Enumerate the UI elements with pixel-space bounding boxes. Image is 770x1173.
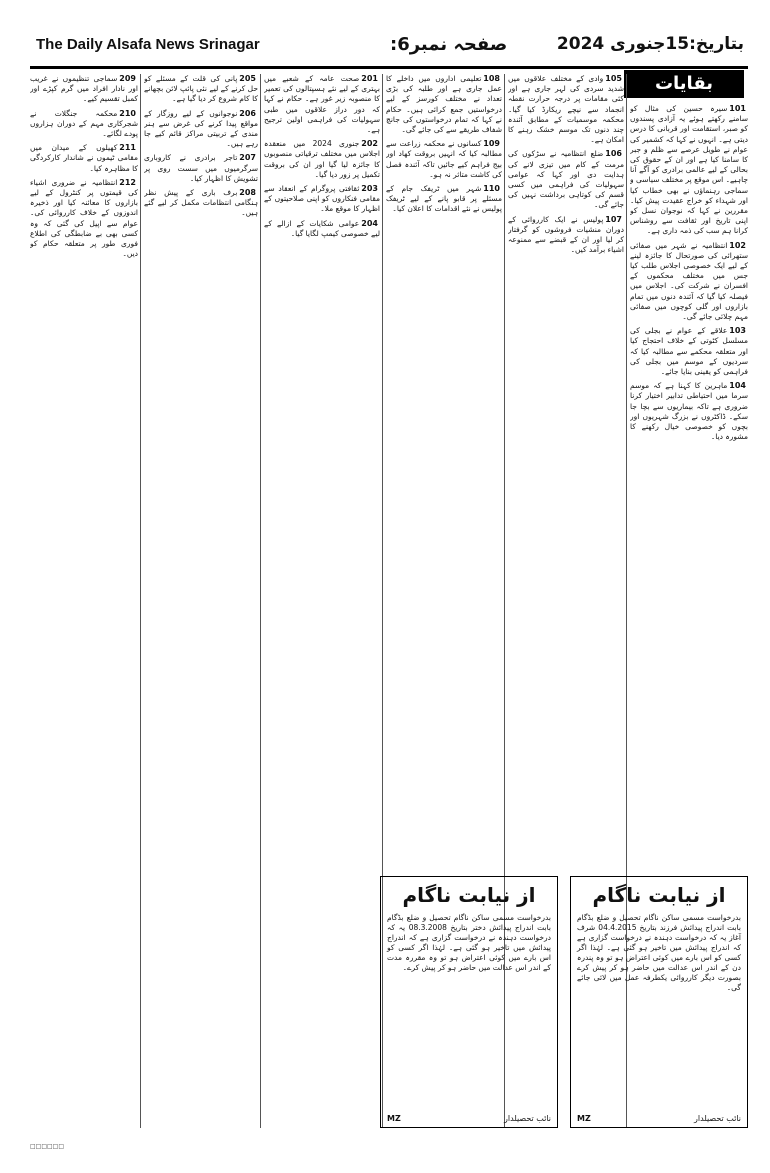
section-title: بقایات xyxy=(624,70,744,98)
article: 107پولیس نے ایک کارروائی کے دوران منشیات فروشوں کو گرفتار کر لیا اور ان کے قبضے سے ممنوعہ اشیاء برآمد کیں۔ xyxy=(508,214,624,255)
notice-box xyxy=(380,876,558,1128)
article: 103علاقے کے عوام نے بجلی کی مسلسل کٹوتی کے خلاف احتجاج کیا اور متعلقہ محکمے سے مطالبہ کیا کہ سردیوں کے موسم میں بجلی کی فراہمی کو یقینی بنایا جائے۔ xyxy=(630,326,748,377)
notice-title: از نیابت ناگام xyxy=(592,883,726,907)
article: 204عوامی شکایات کے ازالے کے لیے خصوصی کیمپ لگایا گیا۔ xyxy=(264,218,380,238)
article: 201صحت عامہ کے شعبے میں بہتری کے لیے نئے ہسپتالوں کی تعمیر کا منصوبہ زیر غور ہے۔ حکام نے کہا کہ دور دراز علاقوں میں طبی سہولیات کی فراہمی اولین ترجیح ہے۔ xyxy=(264,74,380,135)
article: 207تاجر برادری نے کاروباری سرگرمیوں میں سست روی پر تشویش کا اظہار کیا۔ xyxy=(144,153,258,183)
masthead: The Daily Alsafa News Srinagar xyxy=(36,36,260,53)
column-5 xyxy=(144,74,258,1128)
dateline: بتاریخ:15جنوری 2024 xyxy=(556,34,744,54)
article: 106ضلع انتظامیہ نے سڑکوں کی مرمت کے کام میں تیزی لانے کی ہدایت دی اور کہا کہ عوامی سہولیات کی فراہمی میں کسی قسم کی کوتاہی برداشت نہیں کی جائے گی۔ xyxy=(508,149,624,210)
column-divider xyxy=(260,74,261,1128)
article: 108تعلیمی اداروں میں داخلے کا عمل جاری ہے اور طلبہ کی بڑی تعداد نے مختلف کورسز کے لیے درخواستیں جمع کرائی ہیں۔ حکام نے کہا کہ تمام درخواستوں کی جانچ شفاف طریقے سے کی جائے گی۔ xyxy=(386,74,502,135)
article: 109کسانوں نے محکمہ زراعت سے مطالبہ کیا کہ انہیں بروقت کھاد اور بیج فراہم کیے جائیں تاکہ آئندہ فصل کی کاشت متاثر نہ ہو۔ xyxy=(386,139,502,179)
page-header xyxy=(30,30,748,69)
page-number: صفحہ نمبر6: xyxy=(390,34,508,55)
article: 202جنوری 2024 میں منعقدہ اجلاس میں مختلف ترقیاتی منصوبوں کا جائزہ لیا گیا اور ان کی بروقت تکمیل پر زور دیا گیا۔ xyxy=(264,139,380,179)
article: 206نوجوانوں کے لیے روزگار کے مواقع پیدا کرنے کی غرض سے ہنر مندی کے تربیتی مراکز قائم کیے جا رہے ہیں۔ xyxy=(144,108,258,149)
article: 212انتظامیہ نے ضروری اشیاء کی قیمتوں پر کنٹرول کے لیے بازاروں کا معائنہ کیا اور ذخیرہ اندوزوں کے خلاف کارروائی کی۔ عوام سے اپیل کی گئی کہ وہ کسی بھی بے ضابطگی کی اطلاع فوری طور پر متعلقہ حکام کو دیں۔ xyxy=(30,177,138,259)
notice-signature: نائب تحصیلدار xyxy=(504,1114,551,1123)
notice-body: بدرخواست مسمی ساکن ناگام تحصیل و ضلع بڈگام بابت اندراج پیدائش فرزند بتاریخ 04.4.2015 شرف آغاز یہ کہ درخواست دہندہ نے درخواست گزاری ہے کہ اندراج پیدائش میں تاخیر ہو گئی ہے۔ لہٰذا اگر کسی کو اس بارے میں کوئی اعتراض ہو تو وہ پندرہ دن کے اندر اس عدالت میں حاضر ہو کر پیش کرے بصورت دیگر کارروائی یکطرفہ عمل میں لائی جائے گی۔ xyxy=(577,913,741,992)
article: 104ماہرین کا کہنا ہے کہ موسم سرما میں احتیاطی تدابیر اختیار کرنا ضروری ہے تاکہ بیماریوں سے بچا جا سکے۔ ڈاکٹروں نے بزرگ شہریوں اور بچوں کو خصوصی خیال رکھنے کا مشورہ دیا۔ xyxy=(630,381,748,442)
notice-mark: MZ xyxy=(577,1114,591,1123)
article: 101سیرہ حسین کی مثال کو سامنے رکھتے ہوئے یہ آزادی پسندوں کو صبر، استقامت اور قربانی کا درس دیتی ہے۔ انہوں نے کہا کہ کشمیر کی عوام نے طویل عرصے سے ظلم و جبر کا سامنا کیا ہے اور ان کے حقوق کی بحالی کے لیے عالمی برادری کو آگے آنا چاہیے۔ اس موقع پر مختلف سیاسی و سماجی رہنماؤں نے بھی خطاب کیا اور شہداء کو خراج عقیدت پیش کیا۔ مقررین نے کہا کہ نوجوان نسل کو اپنی تاریخ اور ثقافت سے روشناس کرانا ہم سب کی ذمہ داری ہے۔ xyxy=(630,104,748,236)
column-divider xyxy=(140,74,141,1128)
footer-mark: □□□□□□ xyxy=(30,1143,65,1150)
notice-box xyxy=(570,876,748,1128)
article: 211کھیلوں کے میدان میں مقامی ٹیموں نے شاندار کارکردگی کا مظاہرہ کیا۔ xyxy=(30,143,138,173)
notice-signature: نائب تحصیلدار xyxy=(694,1114,741,1123)
article: 209سماجی تنظیموں نے غریب اور نادار افراد میں گرم کپڑے اور کمبل تقسیم کیے۔ xyxy=(30,74,138,104)
article: 102انتظامیہ نے شہر میں صفائی ستھرائی کی صورتحال کا جائزہ لینے کے لیے ایک خصوصی اجلاس طلب کیا جس میں مختلف محکموں کے افسران نے شرکت کی۔ اجلاس میں فیصلہ کیا گیا کہ آئندہ دنوں میں تمام بازاروں اور گلی کوچوں میں صفائی مہم چلائی جائے گی۔ xyxy=(630,240,748,322)
notice-mark: MZ xyxy=(387,1114,401,1123)
article: 208برف باری کے پیش نظر ہنگامی انتظامات مکمل کر لیے گئے ہیں۔ xyxy=(144,188,258,218)
column-6 xyxy=(30,74,138,1128)
article: 203ثقافتی پروگرام کے انعقاد سے مقامی فنکاروں کو اپنی صلاحیتوں کے اظہار کا موقع ملا۔ xyxy=(264,184,380,214)
column-4 xyxy=(264,74,380,1128)
article: 210محکمہ جنگلات نے شجرکاری مہم کے دوران ہزاروں پودے لگائے۔ xyxy=(30,108,138,139)
article: 105وادی کے مختلف علاقوں میں شدید سردی کی لہر جاری ہے اور کئی مقامات پر درجہ حرارت نقطہ انجماد سے نیچے ریکارڈ کیا گیا۔ محکمہ موسمیات کے مطابق آئندہ چند دنوں تک موسم خشک رہنے کا امکان ہے۔ xyxy=(508,74,624,145)
notice-body: بدرخواست مسمی ساکن ناگام تحصیل و ضلع بڈگام بابت اندراج پیدائش دختر بتاریخ 08.3.2008 یہ کہ درخواست دہندہ نے درخواست گزاری ہے کہ اندراج پیدائش میں تاخیر ہو گئی ہے۔ لہٰذا اگر کسی کو اس بارے میں کوئی اعتراض ہو تو وہ مقررہ مدت کے اندر اس عدالت میں حاضر ہو کر پیش کرے۔ xyxy=(387,913,552,972)
article: 205پانی کی قلت کے مسئلے کو حل کرنے کے لیے نئی پائپ لائن بچھانے کا کام شروع کر دیا گیا ہے۔ xyxy=(144,74,258,104)
notice-title: از نیابت ناگام xyxy=(402,883,536,907)
article: 110شہر میں ٹریفک جام کے مسئلے پر قابو پانے کے لیے ٹریفک پولیس نے نئے اقدامات کا اعلان کیا۔ xyxy=(386,184,502,214)
newspaper-page xyxy=(30,30,748,1150)
